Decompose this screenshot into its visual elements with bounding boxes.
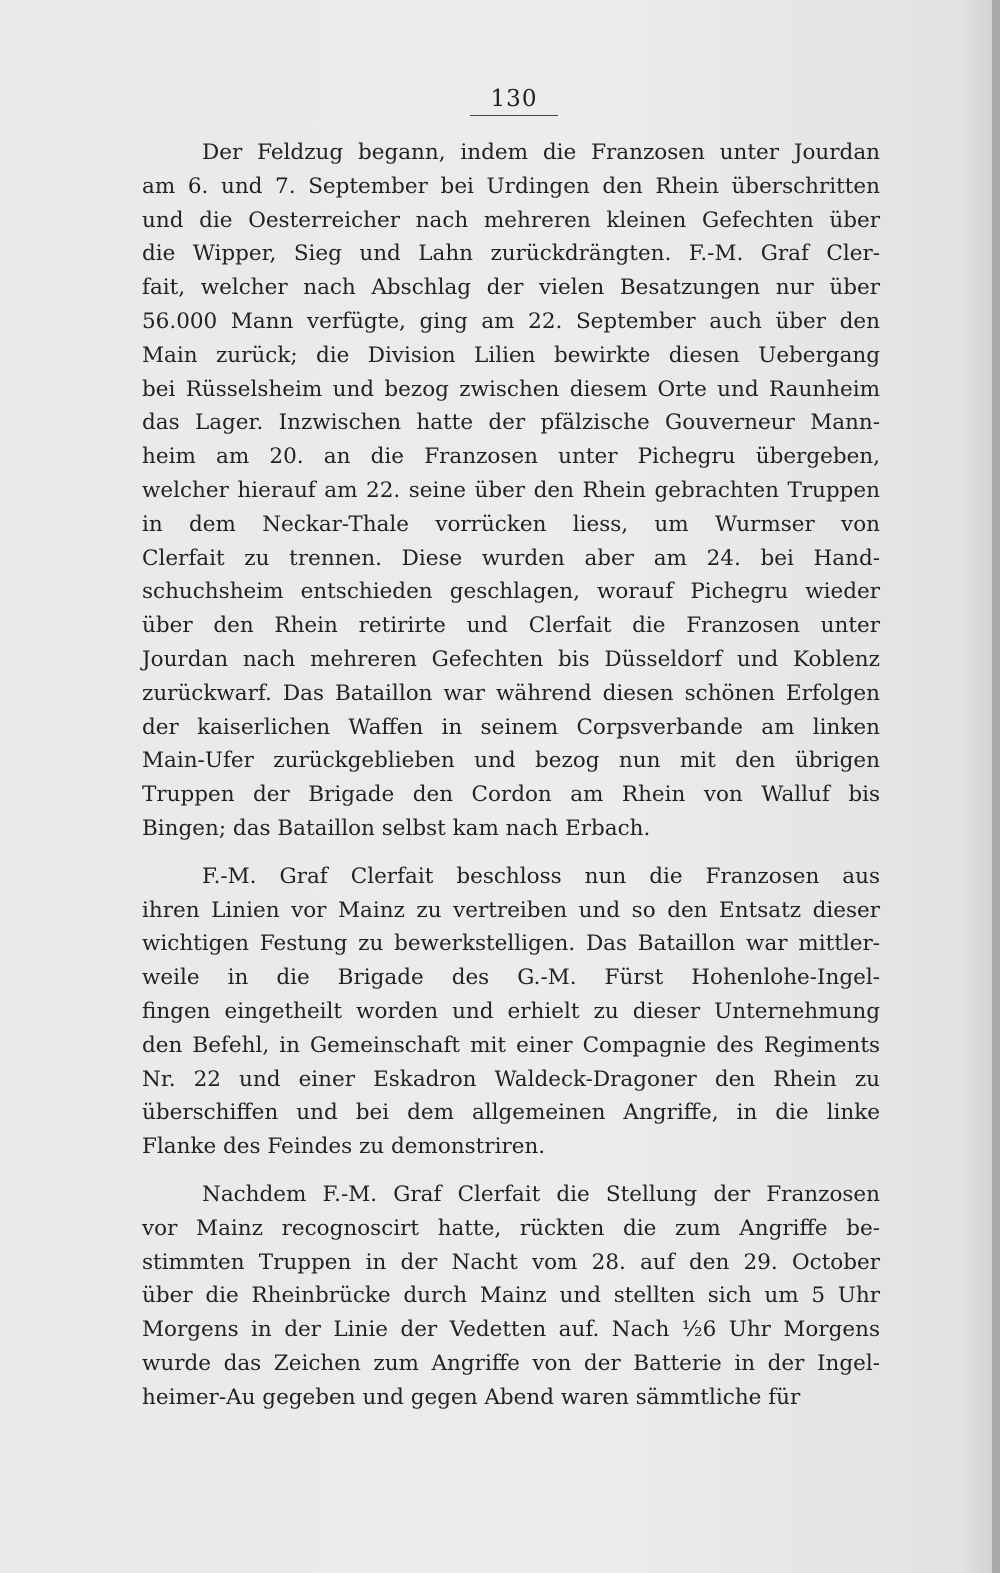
- text-line: die Wipper, Sieg und Lahn zurückdrängten. F.-M. Graf Cler-: [142, 241, 880, 267]
- text-line: den Befehl, in Gemeinschaft mit einer Compagnie des Regiments: [142, 1032, 880, 1058]
- text-line: zurückwarf. Das Bataillon war während diesen schönen Erfolgen: [142, 680, 880, 706]
- page-edge-shadow: [992, 0, 1000, 1573]
- text-line: und die Oesterreicher nach mehreren kleinen Gefechten über: [142, 207, 880, 233]
- text-line: über die Rheinbrücke durch Mainz und stellten sich um 5 Uhr: [142, 1283, 880, 1309]
- text-line: schuchsheim entschieden geschlagen, worauf Pichegru wieder: [142, 579, 880, 605]
- text-line: welcher hierauf am 22. seine über den Rhein gebrachten Truppen: [142, 477, 880, 503]
- body-text: [142, 136, 880, 1414]
- paragraph-1: [142, 136, 880, 846]
- text-line: Main-Ufer zurückgeblieben und bezog nun mit den übrigen: [142, 748, 880, 774]
- text-line: der kaiserlichen Waffen in seinem Corpsverbande am linken: [142, 714, 880, 740]
- text-line: heimer-Au gegeben und gegen Abend waren sämmtliche für: [142, 1384, 801, 1410]
- text-line: überschiffen und bei dem allgemeinen Angriffe, in die linke: [142, 1100, 880, 1126]
- text-line: Bingen; das Bataillon selbst kam nach Erbach.: [142, 815, 651, 841]
- text-line: Truppen der Brigade den Cordon am Rhein von Walluf bis: [142, 782, 880, 808]
- text-line: ihren Linien vor Mainz zu vertreiben und so den Entsatz dieser: [142, 897, 880, 923]
- text-line: fait, welcher nach Abschlag der vielen Besatzungen nur über: [142, 275, 880, 301]
- text-line: in dem Neckar-Thale vorrücken liess, um Wurmser von: [142, 511, 880, 537]
- text-line: fingen eingetheilt worden und erhielt zu dieser Unternehmung: [142, 998, 880, 1024]
- text-line: wichtigen Festung zu bewerkstelligen. Das Bataillon war mittler-: [142, 931, 880, 957]
- text-line: Der Feldzug begann, indem die Franzosen unter Jourdan: [202, 140, 880, 165]
- text-line: wurde das Zeichen zum Angriffe von der Batterie in der Ingel-: [142, 1350, 880, 1376]
- text-line: F.-M. Graf Clerfait beschloss nun die Franzosen aus: [202, 863, 880, 889]
- page-number: 130: [470, 86, 558, 116]
- text-line: Main zurück; die Division Lilien bewirkte diesen Uebergang: [142, 342, 880, 368]
- text-line: Flanke des Feindes zu demonstriren.: [142, 1134, 546, 1160]
- text-line: über den Rhein retirirte und Clerfait die Franzosen unter: [142, 613, 880, 639]
- paragraph-2: [142, 860, 880, 1164]
- text-line: Nachdem F.-M. Graf Clerfait die Stellung der Franzosen: [202, 1181, 880, 1207]
- text-line: weile in die Brigade des G.-M. Fürst Hohenlohe-Ingel-: [142, 965, 880, 991]
- text-line: 56.000 Mann verfügte, ging am 22. September auch über den: [142, 308, 880, 334]
- text-line: das Lager. Inzwischen hatte der pfälzische Gouverneur Mann-: [142, 410, 880, 436]
- text-line: Clerfait zu trennen. Diese wurden aber am 24. bei Hand-: [142, 545, 880, 571]
- text-line: Jourdan nach mehreren Gefechten bis Düsseldorf und Koblenz: [142, 646, 880, 672]
- paragraph-3: [142, 1178, 880, 1415]
- text-line: Nr. 22 und einer Eskadron Waldeck-Dragoner den Rhein zu: [142, 1066, 880, 1092]
- text-line: Morgens in der Linie der Vedetten auf. Nach ½6 Uhr Morgens: [142, 1317, 880, 1343]
- text-line: stimmten Truppen in der Nacht vom 28. auf den 29. October: [142, 1249, 880, 1275]
- text-line: vor Mainz recognoscirt hatte, rückten die zum Angriffe be-: [142, 1215, 880, 1241]
- text-line: am 6. und 7. September bei Urdingen den Rhein überschritten: [142, 173, 880, 199]
- text-line: heim am 20. an die Franzosen unter Pichegru übergeben,: [142, 444, 880, 470]
- text-line: bei Rüsselsheim und bezog zwischen diesem Orte und Raunheim: [142, 376, 880, 402]
